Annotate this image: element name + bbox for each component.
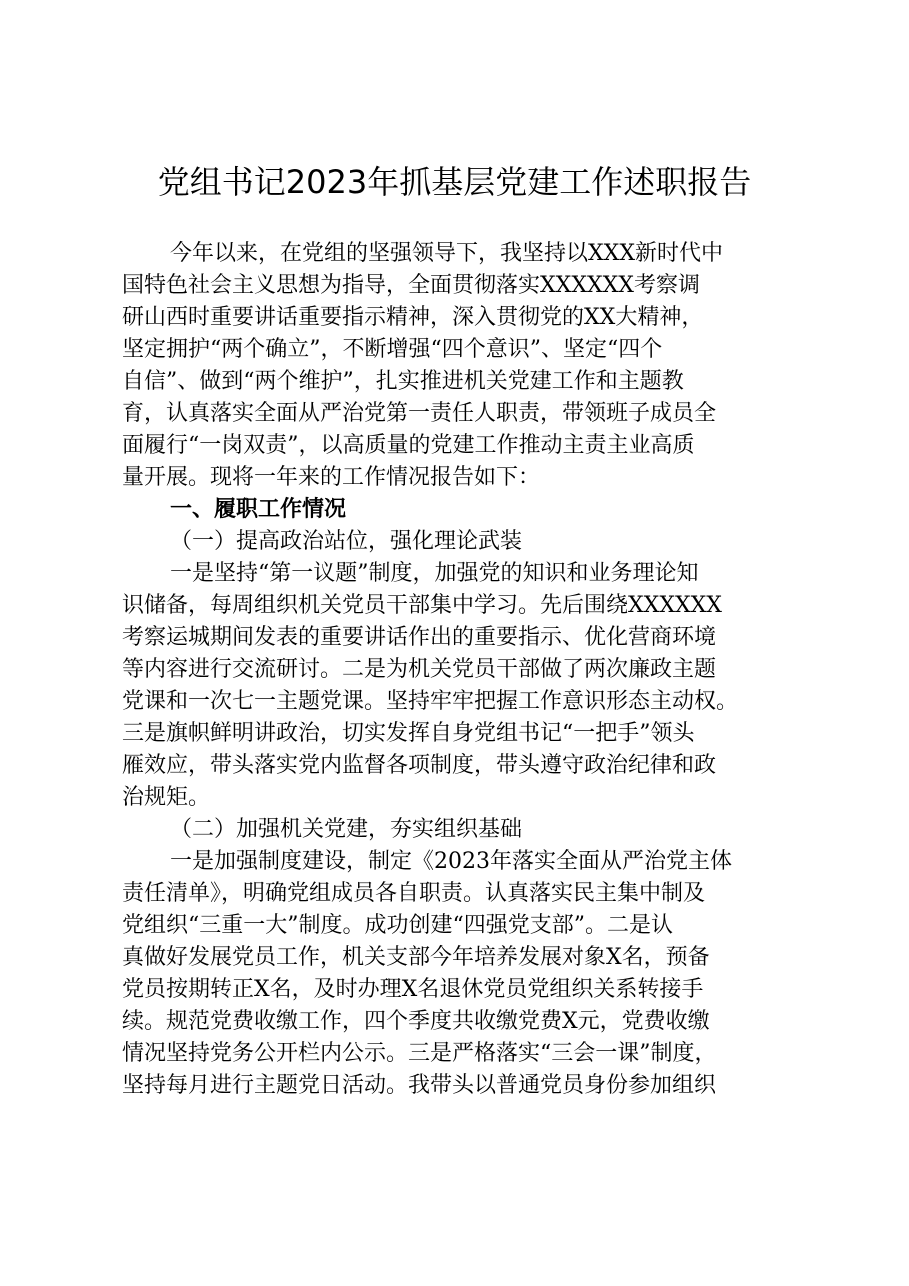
paragraph-line: 量开展。现将一年来的工作情况报告如下： — [122, 465, 541, 490]
paragraph-line: 真做好发展党员工作，机关支部今年培养发展对象X名，预备 — [122, 945, 710, 970]
paragraph-line: 一是坚持“第一议题”制度，加强党的知识和业务理论知 — [170, 561, 699, 586]
paragraph-line: 考察运城期间发表的重要讲话作出的重要指示、优化营商环境 — [122, 625, 717, 650]
paragraph-line: 治规矩。 — [122, 785, 211, 810]
paragraph-line: 党组织“三重一大”制度。成功创建“四强党支部”。二是认 — [122, 913, 673, 938]
section-heading: 一、履职工作情况 — [170, 497, 347, 522]
paragraph-line: 面履行“一岗双责”，以高质量的党建工作推动主责主业高质 — [122, 433, 695, 458]
subsection-heading: （二）加强机关党建，夯实组织基础 — [170, 817, 523, 842]
paragraph-line: 续。规范党费收缴工作，四个季度共收缴党费X元，党费收缴 — [122, 1009, 710, 1034]
paragraph-line: 责任清单》，明确党组成员各自职责。认真落实民主集中制及 — [122, 881, 706, 906]
paragraph-line: 情况坚持党务公开栏内公示。三是严格落实“三会一课”制度， — [122, 1041, 717, 1066]
paragraph-line: 今年以来，在党组的坚强领导下，我坚持以XXX新时代中 — [170, 241, 723, 266]
paragraph-line: 研山西时重要讲话重要指示精神，深入贯彻党的XX大精神， — [122, 305, 704, 330]
document-body — [122, 238, 798, 1102]
document-title: 党组书记2023年抓基层党建工作述职报告 — [157, 163, 752, 201]
paragraph-line: 国特色社会主义思想为指导，全面贯彻落实XXXXXX考察调 — [122, 273, 700, 298]
paragraph-line: 党课和一次七一主题党课。坚持牢牢把握工作意识形态主动权。 — [122, 689, 739, 714]
paragraph-line: 等内容进行交流研讨。二是为机关党员干部做了两次廉政主题 — [122, 657, 717, 682]
paragraph-line: 自信”、做到“两个维护”，扎实推进机关党建工作和主题教 — [122, 369, 684, 394]
paragraph-line: 坚定拥护“两个确立”，不断增强“四个意识”、坚定“四个 — [122, 337, 663, 362]
paragraph-line: 坚持每月进行主题党日活动。我带头以普通党员身份参加组织 — [122, 1073, 717, 1098]
paragraph-line: 雁效应，带头落实党内监督各项制度，带头遵守政治纪律和政 — [122, 753, 717, 778]
paragraph-line: 育，认真落实全面从严治党第一责任人职责，带领班子成员全 — [122, 401, 717, 426]
paragraph-line: 一是加强制度建设，制定《2023年落实全面从严治党主体 — [170, 849, 732, 874]
paragraph-line: 党员按期转正X名，及时办理X名退休党员党组织关系转接手 — [122, 977, 704, 1002]
paragraph-line: 识储备，每周组织机关党员干部集中学习。先后围绕XXXXXX — [122, 593, 722, 618]
paragraph-line: 三是旗帜鲜明讲政治，切实发挥自身党组书记“一把手”领头 — [122, 721, 695, 746]
subsection-heading: （一）提高政治站位，强化理论武装 — [170, 529, 523, 554]
